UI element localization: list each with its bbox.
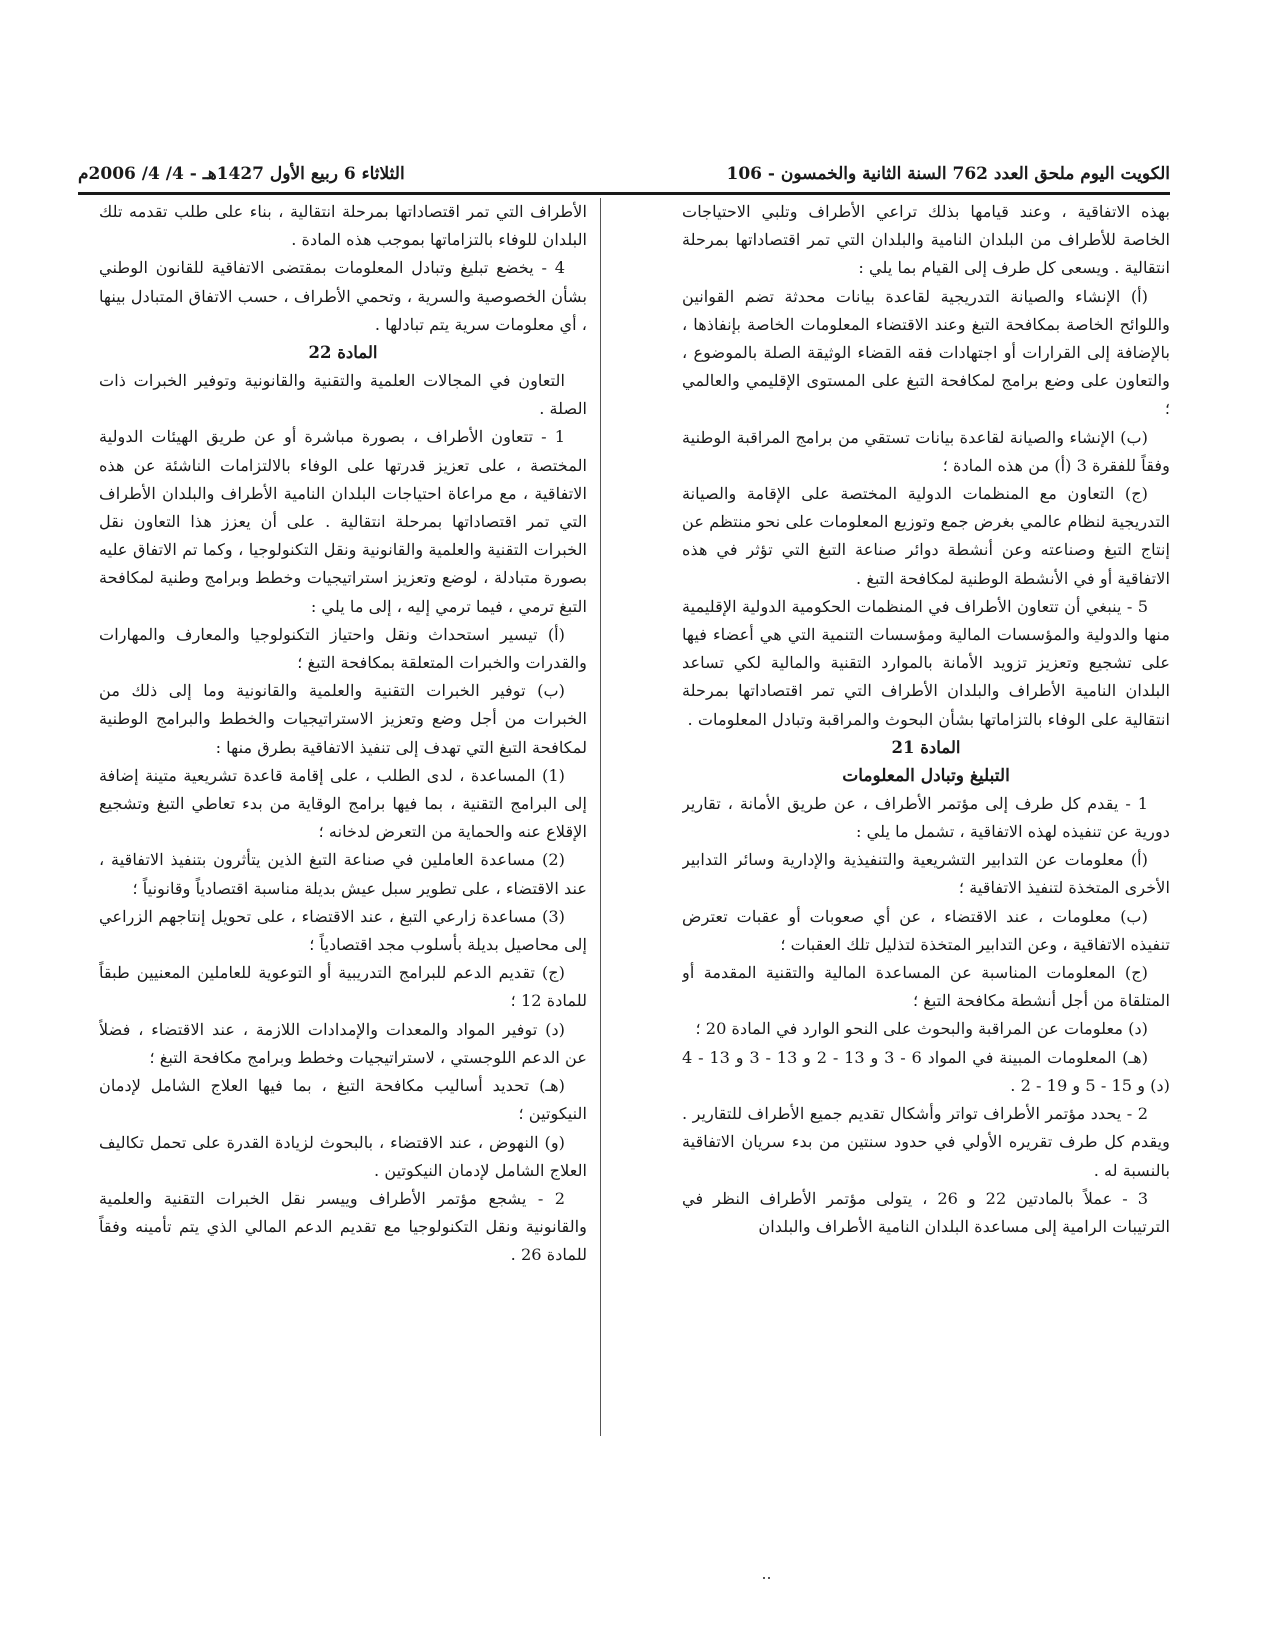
paragraph: (د) معلومات عن المراقبة والبحوث على النحو الوارد في المادة 20 ؛ (695, 1019, 1148, 1039)
paragraph: 2 - يشجع مؤتمر الأطراف وييسر نقل الخبرات التقنية والعلمية والقانونية ونقل التكنولوجيا مع تقديم الدعم المالي الذي يتم تأمينه وفقاً للمادة 26 . (99, 1188, 587, 1265)
paragraph: (أ) معلومات عن التدابير التشريعية والتنفيذية والإدارية وسائر التدابير الأخرى المتخذة لتنفيذ الاتفاقية ؛ (682, 850, 1170, 898)
paragraph: (ب) الإنشاء والصيانة لقاعدة بيانات تستقي من برامج المراقبة الوطنية وفقاً للفقرة 3 (أ) من هذه المادة ؛ (682, 427, 1170, 475)
paragraph: (3) مساعدة زارعي التبغ ، عند الاقتضاء ، على تحويل إنتاجهم الزراعي إلى محاصيل بديلة بأسلوب مجد اقتصادياً ؛ (99, 906, 587, 955)
paragraph: بهذه الاتفاقية ، وعند قيامها بذلك تراعي الأطراف وتلبي الاحتياجات الخاصة للأطراف من البلدان النامية والبلدان التي تمر اقتصاداتها بمرحلة انتقالية . ويسعى كل طرف إلى القيام بما يلي : (682, 202, 1170, 278)
header-publication-info: الكويت اليوم ملحق العدد 762 السنة الثانية والخمسون - 106 (726, 164, 1170, 184)
paragraph: (1) المساعدة ، لدى الطلب ، على إقامة قاعدة تشريعية متينة إضافة إلى البرامج التقنية ، بما فيها برامج الوقاية من بدء تعاطي التبغ وتشجيع الإقلاع عنه والحماية من التعرض لدخانه ؛ (99, 765, 587, 842)
paragraph: (أ) تيسير استحداث ونقل واحتياز التكنولوجيا والمعارف والمهارات والقدرات والخبرات المتعلقة بمكافحة التبغ ؛ (99, 624, 587, 673)
right-column (682, 198, 1170, 1498)
column-divider (600, 198, 601, 1436)
paragraph: 1 - يقدم كل طرف إلى مؤتمر الأطراف ، عن طريق الأمانة ، تقارير دورية عن تنفيذه لهذه الاتفاقية ، تشمل ما يلي : (682, 793, 1170, 842)
paragraph: (أ) الإنشاء والصيانة التدريجية لقاعدة بيانات محدثة تضم القوانين واللوائح الخاصة بمكافحة التبغ وعند الاقتضاء المعلومات الخاصة بإنفاذها ، بالإضافة إلى القرارات أو اجتهادات فقه القضاء الوثيقة الصلة بالموضوع ، والتعاون على وضع برامج لمكافحة التبغ على المستوى الإقليمي والعالمي ؛ (682, 286, 1170, 419)
page-header (78, 158, 1170, 195)
paragraph: (هـ) المعلومات المبينة في المواد 6 - 3 و 13 - 2 و 13 - 3 و 13 - 4 (د) و 15 - 5 و 19 - 2 . (682, 1047, 1170, 1095)
article-21-heading: المادة 21 (891, 737, 961, 757)
paragraph: 2 - يحدد مؤتمر الأطراف تواتر وأشكال تقديم جميع الأطراف للتقارير . ويقدم كل طرف تقريره الأولي في حدود سنتين من بدء سريان الاتفاقية بالنسبة له . (682, 1104, 1170, 1180)
scan-artifact (763, 1564, 781, 1568)
paragraph: (و) النهوض ، عند الاقتضاء ، بالبحوث لزيادة القدرة على تحمل تكاليف العلاج الشامل لإدمان النيكوتين . (99, 1132, 587, 1180)
left-column (99, 198, 587, 1498)
paragraph: 5 - ينبغي أن تتعاون الأطراف في المنظمات الحكومية الدولية الإقليمية منها والدولية والمؤسسات المالية ومؤسسات التنمية التي هي أعضاء فيها على تشجيع وتعزيز تزويد الأمانة بالموارد التقنية والمالية لكي تساعد البلدان النامية الأطراف والبلدان الأطراف التي تمر اقتصاداتها بمرحلة انتقالية على الوفاء بالتزاماتها بشأن البحوث والمراقبة وتبادل المعلومات . (682, 596, 1170, 729)
paragraph: (ج) المعلومات المناسبة عن المساعدة المالية والتقنية المقدمة أو المتلقاة من أجل أنشطة مكافحة التبغ ؛ (682, 963, 1170, 1011)
paragraph: 3 - عملاً بالمادتين 22 و 26 ، يتولى مؤتمر الأطراف النظر في الترتيبات الرامية إلى مساعدة البلدان النامية الأطراف والبلدان (682, 1188, 1170, 1236)
paragraph: (ب) توفير الخبرات التقنية والعلمية والقانونية وما إلى ذلك من الخبرات من أجل وضع وتعزيز الاستراتيجيات والخطط والبرامج الوطنية لمكافحة التبغ التي تهدف إلى تنفيذ الاتفاقية بطرق منها : (99, 681, 587, 757)
paragraph: 1 - تتعاون الأطراف ، بصورة مباشرة أو عن طريق الهيئات الدولية المختصة ، على تعزيز قدرتها على الوفاء بالالتزامات الناشئة عن هذه الاتفاقية ، مع مراعاة احتياجات البلدان النامية الأطراف والبلدان الأطراف التي تمر اقتصاداتها بمرحلة انتقالية . على أن يعزز هذا التعاون نقل الخبرات التقنية والعلمية والقانونية ونقل التكنولوجيا ، وكما تم الاتفاق عليه بصورة متبادلة ، لوضع وتعزيز استراتيجيات وخطط وبرامج وطنية لمكافحة التبغ ترمي ، فيما ترمي إليه ، إلى ما يلي : (99, 427, 587, 616)
paragraph: 4 - يخضع تبليغ وتبادل المعلومات بمقتضى الاتفاقية للقانون الوطني بشأن الخصوصية والسرية ، وتحمي الأطراف ، حسب الاتفاق المتبادل بينها ، أي معلومات سرية يتم تبادلها . (99, 258, 587, 334)
article-21-title: التبليغ وتبادل المعلومات (842, 765, 1010, 786)
header-date: الثلاثاء 6 ربيع الأول 1427هـ - 4/ 4/ 2006م (78, 164, 405, 184)
paragraph: (ب) معلومات ، عند الاقتضاء ، عن أي صعوبات أو عقبات تعترض تنفيذه الاتفاقية ، وعن التدابير المتخذة لتذليل تلك العقبات ؛ (682, 906, 1170, 954)
paragraph: (هـ) تحديد أساليب مكافحة التبغ ، بما فيها العلاج الشامل لإدمان النيكوتين ؛ (99, 1076, 587, 1124)
paragraph: (ج) التعاون مع المنظمات الدولية المختصة على الإقامة والصيانة التدريجية لنظام عالمي بغرض جمع وتوزيع المعلومات على نحو منتظم عن إنتاج التبغ وصناعته وعن أنشطة دوائر صناعة التبغ التي تؤثر في هذه الاتفاقية أو في الأنشطة الوطنية لمكافحة التبغ . (682, 484, 1170, 588)
paragraph: الأطراف التي تمر اقتصاداتها بمرحلة انتقالية ، بناء على طلب تقدمه تلك البلدان للوفاء بالتزاماتها بموجب هذه المادة . (99, 202, 587, 250)
paragraph: التعاون في المجالات العلمية والتقنية والقانونية وتوفير الخبرات ذات الصلة . (99, 371, 587, 419)
article-22-heading: المادة 22 (308, 343, 378, 363)
paragraph: (2) مساعدة العاملين في صناعة التبغ الذين يتأثرون بتنفيذ الاتفاقية ، عند الاقتضاء ، على تطوير سبل عيش بديلة مناسبة اقتصادياً وقانونياً ؛ (99, 850, 587, 898)
paragraph: (د) توفير المواد والمعدات والإمدادات اللازمة ، عند الاقتضاء ، فضلاً عن الدعم اللوجستي ، لاستراتيجيات وخطط وبرامج مكافحة التبغ ؛ (99, 1019, 587, 1067)
paragraph: (ج) تقديم الدعم للبرامج التدريبية أو التوعوية للعاملين المعنيين طبقاً للمادة 12 ؛ (99, 963, 587, 1011)
